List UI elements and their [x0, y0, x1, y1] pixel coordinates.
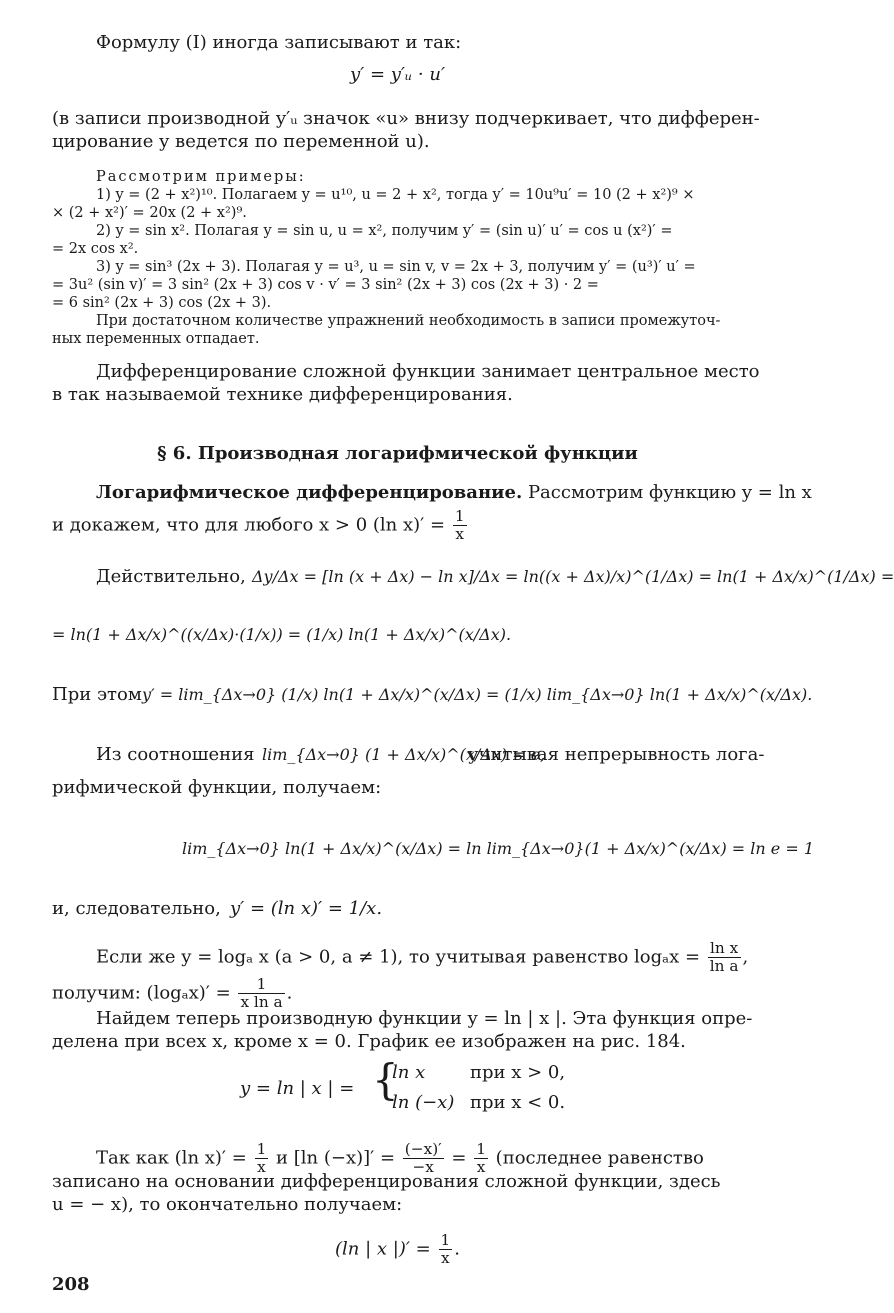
final-equation-lhs: (ln | x |)′ =: [335, 1238, 431, 1260]
loga-line-1-text: Если же y = logₐ x (a > 0, a ≠ 1), то учитывая равенство logₐx =: [96, 946, 701, 968]
fraction-lnx-over-lna: $\frac{\text{ln x}}{\text{ln a}}$: [709, 939, 739, 975]
practice-line-2: ных переменных отпадает.: [52, 331, 260, 347]
piecewise-brace: {: [372, 1055, 399, 1104]
example-2-line-1: 2) y = sin x². Полагая y = sin u, u = x², получим y′ = (sin u)′ u′ = cos u (x²)′ =: [96, 223, 673, 239]
formula-chain-rule: y′ = y′ᵤ · u′: [349, 64, 446, 85]
abs-line-2: делена при всех x, кроме x = 0. График ее изображен на рис. 184.: [52, 1031, 686, 1052]
section-title: § 6. Производная логарифмической функции: [157, 443, 638, 464]
log-diff-intro: Рассмотрим функцию y = ln x: [522, 482, 812, 503]
equation-limit-e: lim_{Δx→0} (1 + Δx/x)^(x/Δx) = e,: [262, 745, 546, 764]
from-rest: учитывая непрерывность лога-: [468, 744, 765, 765]
examples-title: Рассмотрим примеры:: [96, 169, 306, 185]
consequently-word: и, следовательно,: [52, 898, 221, 919]
since-line-1: Так как (ln x)′ = $\frac{1}{x}$ и [ln (−x)]′ = $\frac{(-x)'}{-x}$ = $\frac{1}{x}$ (последнее равенство: [96, 1140, 704, 1176]
final-equation: (ln | x |)′ = $\frac{1}{x}$ .: [335, 1231, 460, 1267]
fraction-1-over-xlna: $\frac{1}{\text{x ln a}}$: [240, 975, 283, 1011]
note-line-2: цирование y ведется по переменной u).: [52, 131, 430, 152]
indeed-word: Действительно,: [96, 566, 246, 587]
central-line-2: в так называемой технике дифференцирования.: [52, 384, 513, 405]
example-3-line-3: = 6 sin² (2x + 3) cos (2x + 3).: [52, 295, 272, 311]
piecewise-case-1-cond: при x > 0,: [470, 1062, 566, 1083]
loga-line-2: получим: (logₐx)′ = $\frac{1}{\text{x ln a}}$ .: [52, 975, 293, 1011]
example-3-line-2: = 3u² (sin v)′ = 3 sin² (2x + 3) cos v · v′ = 3 sin² (2x + 3) cos (2x + 3) · 2 =: [52, 277, 599, 293]
fraction-negx-prime: $\frac{(-x)'}{-x}$: [404, 1140, 442, 1176]
piecewise-case-2-expr: ln (−x): [392, 1092, 455, 1113]
log-diff-line-2: [52, 508, 469, 543]
intro-text: Формулу (I) иногда записывают и так:: [96, 32, 462, 53]
example-1-line-1: 1) y = (2 + x²)¹⁰. Полагаем y = u¹⁰, u = 2 + x², тогда y′ = 10u⁹u′ = 10 (2 + x²)⁹ ×: [96, 187, 695, 203]
pri-word: При этом: [52, 684, 142, 705]
equation-consequently: y′ = (ln x)′ = 1/x.: [230, 898, 383, 919]
example-1-line-2: × (2 + x²)′ = 20x (2 + x²)⁹.: [52, 205, 247, 221]
loga-line-1: Если же y = logₐ x (a > 0, a ≠ 1), то учитывая равенство logₐx = $\frac{\text{ln x}}{\text{ln a}}$ ,: [96, 939, 749, 975]
piecewise-case-1-expr: ln x: [392, 1062, 426, 1083]
since-text-a: Так как (ln x)′ =: [96, 1147, 247, 1169]
fraction-1-over-x-final: $\frac{1}{x}$: [440, 1231, 451, 1267]
central-line-1: Дифференцирование сложной функции занимает центральное место: [96, 361, 760, 382]
piecewise-case-2-cond: при x < 0.: [470, 1092, 566, 1113]
page-number: 208: [52, 1274, 90, 1295]
since-text-c: (последнее равенство: [495, 1147, 704, 1169]
log-diff-line-1: [96, 482, 812, 504]
fraction-1-over-x-b: $\frac{1}{x}$: [476, 1140, 486, 1176]
equation-pri: y′ = lim_{Δx→0} (1/x) ln(1 + Δx/x)^(x/Δx) = (1/x) lim_{Δx→0} ln(1 + Δx/x)^(x/Δx).: [142, 685, 813, 704]
piecewise-lhs: y = ln | x | =: [240, 1078, 355, 1099]
equation-indeed-b: = ln(1 + Δx/x)^((x/Δx)·(1/x)) = (1/x) ln(1 + Δx/x)^(x/Δx).: [52, 625, 512, 644]
since-line-2: записано на основании дифференцирования сложной функции, здесь: [52, 1171, 721, 1192]
loga-line-2-text: получим: (logₐx)′ =: [52, 982, 231, 1004]
equation-lim-ln: lim_{Δx→0} ln(1 + Δx/x)^(x/Δx) = ln lim_{Δx→0}(1 + Δx/x)^(x/Δx) = ln e = 1: [182, 839, 814, 858]
fraction-1-over-x-a: $\frac{1}{x}$: [256, 1140, 267, 1176]
note-line-1: (в записи производной y′ᵤ значок «u» внизу подчеркивает, что дифферен-: [52, 108, 760, 129]
example-2-line-2: = 2x cos x².: [52, 241, 139, 257]
log-diff-claim: и докажем, что для любого x > 0 (ln x)′ =: [52, 514, 446, 536]
from-word: Из соотношения: [96, 744, 255, 765]
equation-indeed-a: Δy/Δx = [ln (x + Δx) − ln x]/Δx = ln((x + Δx)/x)^(1/Δx) = ln(1 + Δx/x)^(1/Δx) =: [252, 567, 894, 586]
fraction-1-over-x: $\frac{1}{x}$: [454, 507, 465, 543]
example-3-line-1: 3) y = sin³ (2x + 3). Полагая y = u³, u = sin v, v = 2x + 3, получим y′ = (u³)′ u′ =: [96, 259, 696, 275]
log-diff-heading: Логарифмическое дифференцирование.: [96, 482, 523, 503]
from-line-2: рифмической функции, получаем:: [52, 777, 382, 798]
since-text-b: и [ln (−x)]′ =: [276, 1147, 396, 1169]
practice-line-1: При достаточном количестве упражнений необходимость в записи промежуточ-: [96, 313, 721, 329]
abs-line-1: Найдем теперь производную функции y = ln | x |. Эта функция опре-: [96, 1008, 753, 1029]
since-line-3: u = − x), то окончательно получаем:: [52, 1194, 403, 1215]
